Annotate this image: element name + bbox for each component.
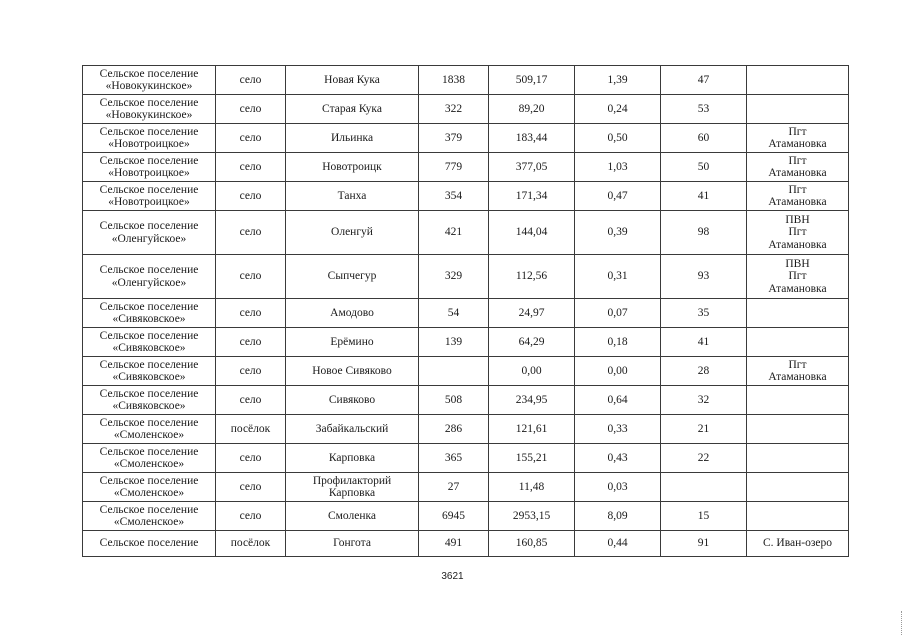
- settlement-cell: Сельское поселение «Смоленское»: [83, 473, 216, 502]
- population-cell: 54: [419, 299, 489, 328]
- share-cell: 0,50: [575, 124, 661, 153]
- table-row: [83, 386, 849, 415]
- note-cell: ПВН Пгт Атамановка: [747, 255, 849, 299]
- table-row: [83, 357, 849, 386]
- distance-cell: 32: [661, 386, 747, 415]
- settlement-cell: Сельское поселение «Сивяковское»: [83, 299, 216, 328]
- village-cell: Старая Кука: [286, 95, 419, 124]
- table-row: [83, 502, 849, 531]
- type-cell: посёлок: [216, 531, 286, 557]
- settlement-cell: Сельское поселение «Оленгуйское»: [83, 255, 216, 299]
- type-cell: село: [216, 444, 286, 473]
- settlement-cell: Сельское поселение: [83, 531, 216, 557]
- table-row: [83, 153, 849, 182]
- population-cell: 491: [419, 531, 489, 557]
- share-cell: 0,03: [575, 473, 661, 502]
- village-cell: Сыпчегур: [286, 255, 419, 299]
- village-cell: Гонгота: [286, 531, 419, 557]
- settlement-cell: Сельское поселение «Новотроицкое»: [83, 182, 216, 211]
- table-row: [83, 328, 849, 357]
- share-cell: 1,39: [575, 66, 661, 95]
- area-cell: 155,21: [489, 444, 575, 473]
- village-cell: Забайкальский: [286, 415, 419, 444]
- population-cell: 6945: [419, 502, 489, 531]
- area-cell: 377,05: [489, 153, 575, 182]
- share-cell: 1,03: [575, 153, 661, 182]
- share-cell: 0,64: [575, 386, 661, 415]
- share-cell: 0,24: [575, 95, 661, 124]
- village-cell: Профилакторий Карповка: [286, 473, 419, 502]
- area-cell: 171,34: [489, 182, 575, 211]
- area-cell: 144,04: [489, 211, 575, 255]
- type-cell: село: [216, 386, 286, 415]
- note-cell: С. Иван-озеро: [747, 531, 849, 557]
- type-cell: село: [216, 153, 286, 182]
- population-cell: 329: [419, 255, 489, 299]
- area-cell: 24,97: [489, 299, 575, 328]
- village-cell: Смоленка: [286, 502, 419, 531]
- share-cell: 0,47: [575, 182, 661, 211]
- population-cell: 508: [419, 386, 489, 415]
- table-row: [83, 124, 849, 153]
- table-row: [83, 211, 849, 255]
- type-cell: село: [216, 182, 286, 211]
- population-cell: 322: [419, 95, 489, 124]
- distance-cell: 41: [661, 328, 747, 357]
- table-row: [83, 531, 849, 557]
- settlement-cell: Сельское поселение «Сивяковское»: [83, 357, 216, 386]
- village-cell: Новое Сивяково: [286, 357, 419, 386]
- settlement-cell: Сельское поселение «Смоленское»: [83, 444, 216, 473]
- share-cell: 0,31: [575, 255, 661, 299]
- settlement-cell: Сельское поселение «Смоленское»: [83, 502, 216, 531]
- village-cell: Танха: [286, 182, 419, 211]
- note-cell: ПВН Пгт Атамановка: [747, 211, 849, 255]
- population-cell: 139: [419, 328, 489, 357]
- note-cell: [747, 66, 849, 95]
- type-cell: село: [216, 473, 286, 502]
- area-cell: 11,48: [489, 473, 575, 502]
- area-cell: 183,44: [489, 124, 575, 153]
- share-cell: 0,07: [575, 299, 661, 328]
- settlement-cell: Сельское поселение «Новокукинское»: [83, 66, 216, 95]
- table-row: [83, 473, 849, 502]
- settlement-cell: Сельское поселение «Смоленское»: [83, 415, 216, 444]
- distance-cell: 98: [661, 211, 747, 255]
- share-cell: 0,39: [575, 211, 661, 255]
- settlement-cell: Сельское поселение «Сивяковское»: [83, 328, 216, 357]
- area-cell: 234,95: [489, 386, 575, 415]
- note-cell: [747, 95, 849, 124]
- note-cell: [747, 444, 849, 473]
- type-cell: село: [216, 502, 286, 531]
- population-cell: 1838: [419, 66, 489, 95]
- table-row: [83, 182, 849, 211]
- distance-cell: 60: [661, 124, 747, 153]
- village-cell: Ерёмино: [286, 328, 419, 357]
- distance-cell: [661, 473, 747, 502]
- note-cell: [747, 415, 849, 444]
- table-row: [83, 299, 849, 328]
- village-cell: Оленгуй: [286, 211, 419, 255]
- settlements-table: [82, 65, 849, 557]
- area-cell: 112,56: [489, 255, 575, 299]
- distance-cell: 28: [661, 357, 747, 386]
- type-cell: село: [216, 66, 286, 95]
- area-cell: 509,17: [489, 66, 575, 95]
- note-cell: Пгт Атамановка: [747, 357, 849, 386]
- note-cell: Пгт Атамановка: [747, 124, 849, 153]
- distance-cell: 41: [661, 182, 747, 211]
- area-cell: 89,20: [489, 95, 575, 124]
- share-cell: 0,43: [575, 444, 661, 473]
- share-cell: 0,33: [575, 415, 661, 444]
- type-cell: посёлок: [216, 415, 286, 444]
- page-number: 3621: [441, 571, 464, 582]
- table-row: [83, 95, 849, 124]
- population-cell: 365: [419, 444, 489, 473]
- type-cell: село: [216, 255, 286, 299]
- note-cell: [747, 473, 849, 502]
- area-cell: 121,61: [489, 415, 575, 444]
- type-cell: село: [216, 328, 286, 357]
- distance-cell: 91: [661, 531, 747, 557]
- note-cell: Пгт Атамановка: [747, 153, 849, 182]
- village-cell: Новая Кука: [286, 66, 419, 95]
- settlement-cell: Сельское поселение «Оленгуйское»: [83, 211, 216, 255]
- distance-cell: 53: [661, 95, 747, 124]
- type-cell: село: [216, 211, 286, 255]
- note-cell: Пгт Атамановка: [747, 182, 849, 211]
- type-cell: село: [216, 357, 286, 386]
- settlement-cell: Сельское поселение «Сивяковское»: [83, 386, 216, 415]
- population-cell: 379: [419, 124, 489, 153]
- share-cell: 0,44: [575, 531, 661, 557]
- village-cell: Ильинка: [286, 124, 419, 153]
- area-cell: 2953,15: [489, 502, 575, 531]
- population-cell: 286: [419, 415, 489, 444]
- distance-cell: 93: [661, 255, 747, 299]
- note-cell: [747, 328, 849, 357]
- population-cell: 779: [419, 153, 489, 182]
- distance-cell: 50: [661, 153, 747, 182]
- margin-dots: [901, 611, 904, 635]
- type-cell: село: [216, 124, 286, 153]
- village-cell: Карповка: [286, 444, 419, 473]
- distance-cell: 35: [661, 299, 747, 328]
- distance-cell: 15: [661, 502, 747, 531]
- table-row: [83, 444, 849, 473]
- village-cell: Сивяково: [286, 386, 419, 415]
- table-row: [83, 66, 849, 95]
- type-cell: село: [216, 95, 286, 124]
- population-cell: 354: [419, 182, 489, 211]
- population-cell: 27: [419, 473, 489, 502]
- note-cell: [747, 502, 849, 531]
- distance-cell: 22: [661, 444, 747, 473]
- population-cell: 421: [419, 211, 489, 255]
- settlement-cell: Сельское поселение «Новотроицкое»: [83, 153, 216, 182]
- share-cell: 0,00: [575, 357, 661, 386]
- distance-cell: 21: [661, 415, 747, 444]
- share-cell: 8,09: [575, 502, 661, 531]
- area-cell: 64,29: [489, 328, 575, 357]
- area-cell: 160,85: [489, 531, 575, 557]
- type-cell: село: [216, 299, 286, 328]
- note-cell: [747, 386, 849, 415]
- settlement-cell: Сельское поселение «Новотроицкое»: [83, 124, 216, 153]
- village-cell: Новотроицк: [286, 153, 419, 182]
- note-cell: [747, 299, 849, 328]
- table-row: [83, 255, 849, 299]
- population-cell: [419, 357, 489, 386]
- area-cell: 0,00: [489, 357, 575, 386]
- village-cell: Амодово: [286, 299, 419, 328]
- share-cell: 0,18: [575, 328, 661, 357]
- table-body: [83, 66, 849, 557]
- settlement-cell: Сельское поселение «Новокукинское»: [83, 95, 216, 124]
- table-row: [83, 415, 849, 444]
- distance-cell: 47: [661, 66, 747, 95]
